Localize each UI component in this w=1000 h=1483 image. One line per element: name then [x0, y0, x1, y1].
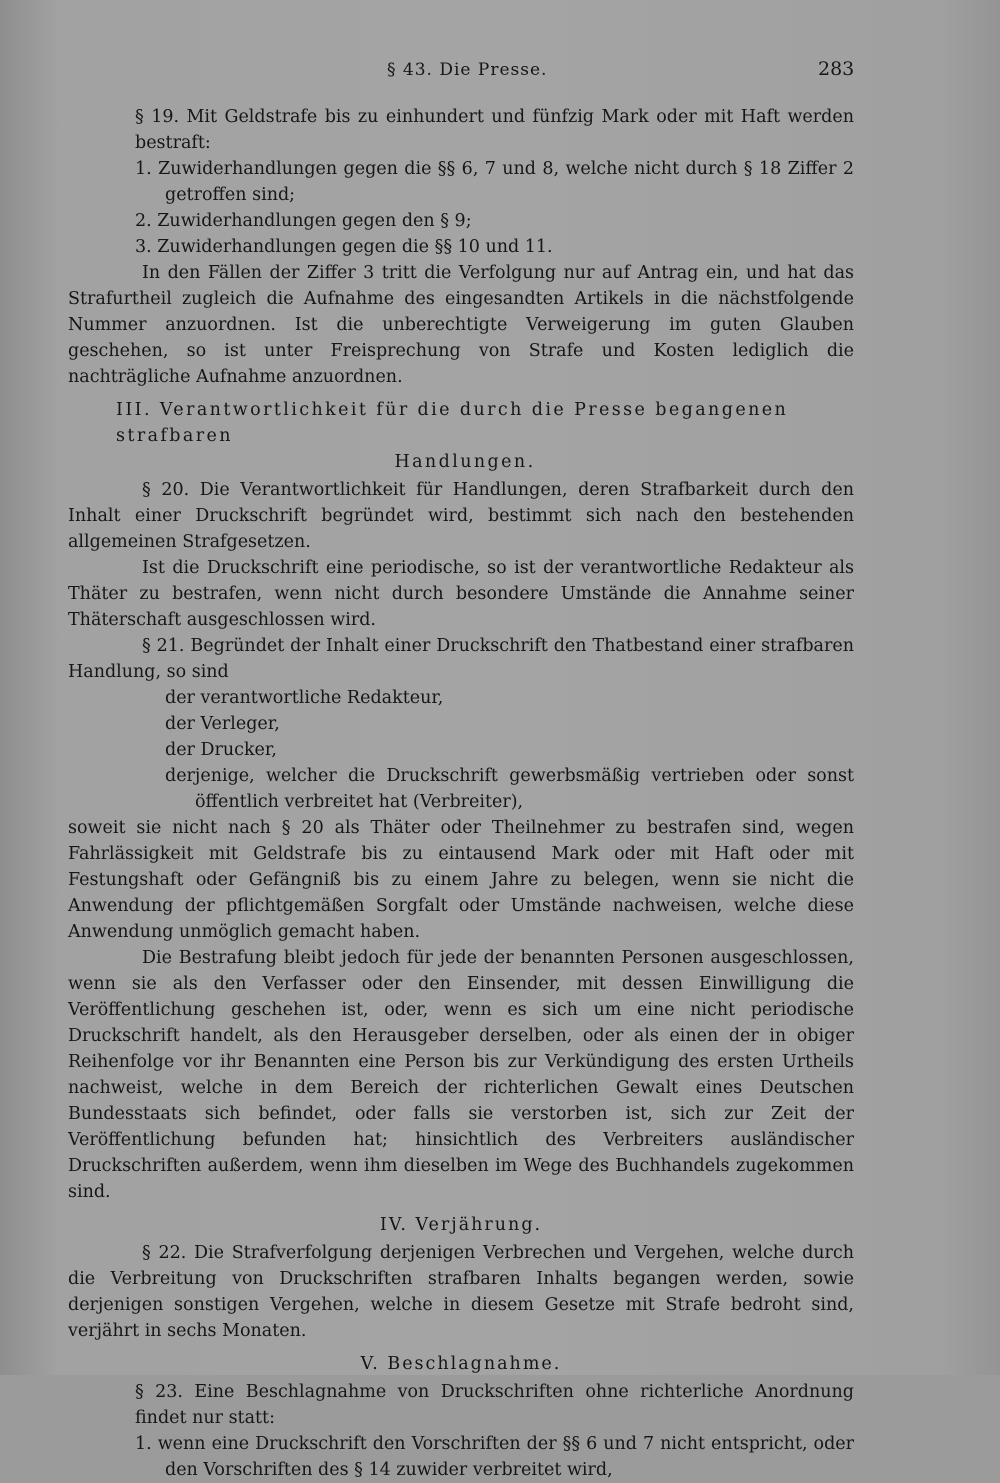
- chapter-heading-iii-line2: Handlungen.: [394, 452, 536, 472]
- chapter-heading-iii-line1: III. Verantwortlichkeit für die durch die Presse begangenen strafbaren: [116, 400, 789, 446]
- section-21-person-list: [68, 685, 854, 815]
- section-20-paragraph-2: Ist die Druckschrift eine periodische, so ist der verantwortliche Redakteur als Thäter zu bestrafen, wenn nicht durch besondere Umstände die Annahme seiner Thäterschaft ausgeschlossen wird.: [68, 558, 854, 630]
- section-23-intro: § 23. Eine Beschlagnahme von Druckschriften ohne richterliche Anordnung findet nur statt:: [135, 1382, 854, 1428]
- section-19-intro: § 19. Mit Geldstrafe bis zu einhundert und fünfzig Mark oder mit Haft werden bestraft:: [135, 107, 854, 153]
- list-item: der Drucker,: [165, 740, 277, 760]
- chapter-heading-iii: [68, 397, 854, 475]
- section-20-paragraph-1: § 20. Die Verantwortlichkeit für Handlungen, deren Strafbarkeit durch den Inhalt einer Druckschrift begründet wird, bestimmt sich nach den bestehenden allgemeinen Strafgesetzen.: [68, 480, 854, 552]
- chapter-heading-iv: IV. Verjährung.: [379, 1215, 543, 1235]
- section-19-item-3: 3. Zuwiderhandlungen gegen die §§ 10 und 11.: [135, 237, 553, 257]
- section-19-item-2: 2. Zuwiderhandlungen gegen den § 9;: [135, 211, 472, 231]
- section-21-paragraph-2: Die Bestrafung bleibt jedoch für jede der benannten Personen ausgeschlossen, wenn sie als den Verfasser oder den Einsender, mit dessen Einwilligung die Veröffentlichung geschehen ist, oder, wenn es sich um eine nicht periodische Druckschrift handelt, als den Herausgeber derselben, oder als einen der in obiger Reihenfolge vor ihr Benannten eine Person bis zur Verkündigung des ersten Urtheils nachweist, welche in dem Bereich der richterlichen Gewalt eines Deutschen Bundesstaats sich befindet, oder falls sie verstorben ist, sich zur Zeit der Veröffentlichung befunden hat; hinsichtlich des Verbreiters ausländischer Druckschriften außerdem, wenn ihm dieselben im Wege des Buchhandels zugekommen sind.: [68, 948, 854, 1202]
- header-title: § 43. Die Presse.: [387, 60, 548, 80]
- chapter-heading-v: V. Beschlagnahme.: [360, 1354, 562, 1374]
- section-22-paragraph: § 22. Die Strafverfolgung derjenigen Verbrechen und Vergehen, welche durch die Verbreitung von Druckschriften strafbaren Inhalts begangen werden, sowie derjenigen sonstigen Vergehen, welche in diesem Gesetze mit Strafe bedroht sind, verjährt in sechs Monaten.: [68, 1243, 854, 1341]
- page-body: [68, 104, 854, 1483]
- section-21-intro: § 21. Begründet der Inhalt einer Druckschrift den Thatbestand einer strafbaren Handlung, so sind: [68, 636, 854, 682]
- section-19-paragraph: In den Fällen der Ziffer 3 tritt die Verfolgung nur auf Antrag ein, und hat das Strafurtheil zugleich die Aufnahme des eingesandten Artikels in die nächstfolgende Nummer anzuordnen. Ist die unberechtigte Verweigerung im guten Glauben geschehen, so ist unter Freisprechung von Strafe und Kosten lediglich die nachträgliche Aufnahme anzuordnen.: [68, 263, 854, 387]
- section-19-item-1: 1. Zuwiderhandlungen gegen die §§ 6, 7 und 8, welche nicht durch § 18 Ziffer 2 getroffen sind;: [135, 159, 854, 205]
- list-item: der verantwortliche Redakteur,: [165, 688, 444, 708]
- section-23-item-1: 1. wenn eine Druckschrift den Vorschriften der §§ 6 und 7 nicht entspricht, oder den Vorschriften des § 14 zuwider verbreitet wird,: [135, 1434, 854, 1480]
- section-21-continuation: soweit sie nicht nach § 20 als Thäter oder Theilnehmer zu bestrafen sind, wegen Fahrlässigkeit mit Geldstrafe bis zu eintausend Mark oder mit Haft oder mit Festungshaft oder Gefängniß bis zu einem Jahre zu belegen, wenn sie nicht die Anwendung der pflichtgemäßen Sorgfalt oder Umstände nachweisen, welche diese Anwendung unmöglich gemacht haben.: [68, 818, 854, 942]
- list-item: der Verleger,: [165, 714, 280, 734]
- page-number: 283: [818, 58, 855, 80]
- running-header: [0, 60, 1000, 86]
- list-item: derjenige, welcher die Druckschrift gewerbsmäßig vertrieben oder sonst öffentlich verbreitet hat (Verbreiter),: [165, 766, 854, 812]
